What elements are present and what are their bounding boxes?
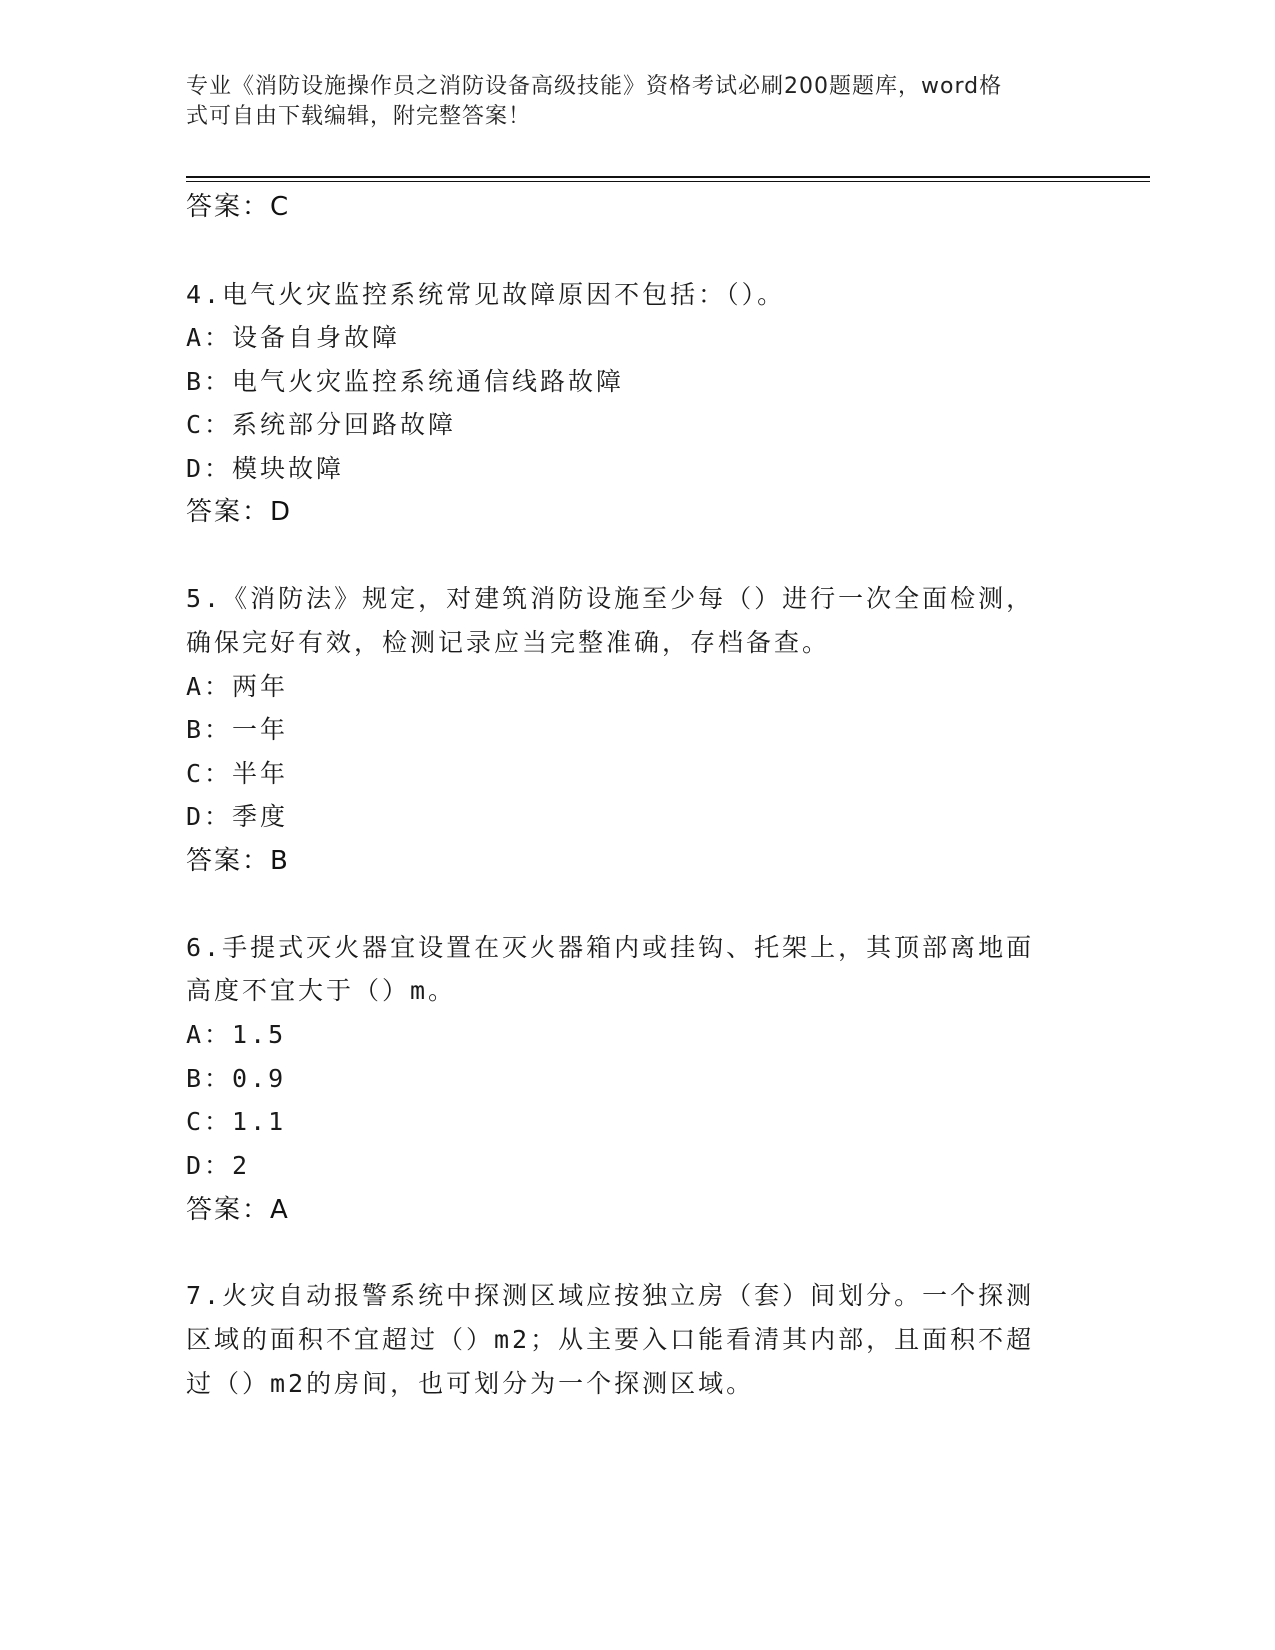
question-4-option-b: B：电气火灾监控系统通信线路故障 (186, 367, 625, 396)
question-6-stem-line-1: 6.手提式灭火器宜设置在灭火器箱内或挂钩、托架上，其顶部离地面 (186, 933, 1035, 962)
question-5-option-b: B：一年 (186, 715, 289, 744)
question-6-option-c: C：1.1 (186, 1107, 287, 1136)
question-7-stem-line-3: 过（）m2的房间，也可划分为一个探测区域。 (186, 1369, 755, 1398)
question-5-stem-line-2: 确保完好有效，检测记录应当完整准确，存档备查。 (186, 628, 831, 657)
question-4-option-a: A：设备自身故障 (186, 323, 401, 352)
question-5-stem-line-1: 5.《消防法》规定，对建筑消防设施至少每（）进行一次全面检测， (186, 584, 1035, 613)
question-4-option-c: C：系统部分回路故障 (186, 410, 457, 439)
question-6-answer: 答案：A (186, 1195, 290, 1225)
question-5-option-c: C：半年 (186, 759, 289, 788)
question-4-option-d: D：模块故障 (186, 454, 345, 483)
question-6-option-a: A：1.5 (186, 1020, 287, 1049)
question-6-option-b: B：0.9 (186, 1064, 287, 1093)
question-7-stem-line-1: 7.火灾自动报警系统中探测区域应按独立房（套）间划分。一个探测 (186, 1281, 1035, 1310)
question-5-option-a: A：两年 (186, 672, 289, 701)
document-header (186, 72, 1066, 132)
answer-previous-question: 答案：C (186, 192, 291, 222)
question-4-stem: 4.电气火灾监控系统常见故障原因不包括：（）。 (186, 280, 786, 309)
question-5-answer: 答案：B (186, 846, 290, 876)
header-divider-thin (186, 181, 1150, 182)
header-divider-thick (186, 176, 1150, 178)
question-6-stem-line-2: 高度不宜大于（）m。 (186, 976, 457, 1005)
question-7-stem-line-2: 区域的面积不宜超过（）m2；从主要入口能看清其内部，且面积不超 (186, 1325, 1035, 1354)
header-line-2: 式可自由下载编辑，附完整答案！ (186, 104, 532, 129)
question-5-option-d: D：季度 (186, 802, 289, 831)
question-4-answer: 答案：D (186, 497, 293, 527)
question-6-option-d: D：2 (186, 1151, 251, 1180)
header-line-1: 专业《消防设施操作员之消防设备高级技能》资格考试必刷200题题库，word格 (186, 74, 1003, 99)
